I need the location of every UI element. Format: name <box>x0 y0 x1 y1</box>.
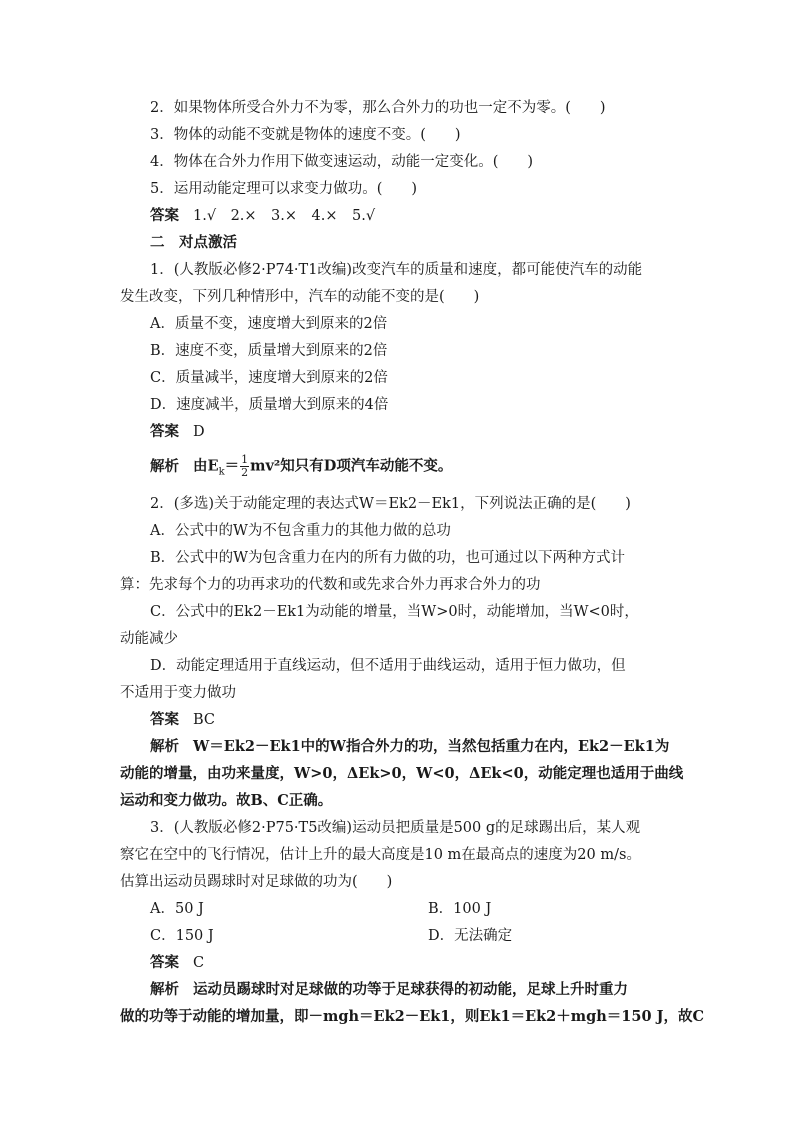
option-a: A．公式中的W为不包含重力的其他力做的总功 <box>150 523 451 539</box>
explanation-line-2: 做的功等于动能的增加量，即－mgh＝Ek2－Ek1，则Ek1＝Ek2＋mgh＝150 J，故C <box>120 1008 705 1025</box>
problem-1-line-2: 发生改变，下列几种情形中，汽车的动能不变的是( ) <box>120 289 480 305</box>
explanation-line-3: 运动和变力做功。故B、C正确。 <box>120 792 333 809</box>
option-d: D．速度减半，质量增大到原来的4倍 <box>150 397 389 413</box>
question-3: 3．物体的动能不变就是物体的速度不变。( ) <box>150 127 461 143</box>
options-row-1 <box>150 899 680 919</box>
option-a: A．50 J <box>150 901 204 917</box>
section-heading: 二 对点激活 <box>150 234 237 251</box>
option-d: D．无法确定 <box>428 928 513 944</box>
option-c: C．质量减半，速度增大到原来的2倍 <box>150 370 388 386</box>
option-b: B．速度不变，质量增大到原来的2倍 <box>150 343 388 359</box>
question-4: 4．物体在合外力作用下做变速运动，动能一定变化。( ) <box>150 154 534 170</box>
problem-3-line-1: 3．(人教版必修2·P75·T5改编)运动员把质量是500 g的足球踢出后，某人观 <box>150 820 641 836</box>
option-c-line-1: C．公式中的Ek2－Ek1为动能的增量，当W>0时，动能增加，当W<0时， <box>150 604 639 620</box>
option-c-line-2: 动能减少 <box>120 631 178 647</box>
explanation-block: 解析 W＝Ek2－Ek1中的W指合外力的功，当然包括重力在内，Ek2－Ek1为 <box>150 738 670 755</box>
option-b-line-2: 算：先求每个力的功再求功的代数和或先求合外力再求合外力的功 <box>120 577 541 593</box>
option-a: A．质量不变，速度增大到原来的2倍 <box>150 316 388 332</box>
explanation-block: 解析 运动员踢球时对足球做的功等于足球获得的初动能，足球上升时重力 <box>150 981 628 998</box>
question-2: 2．如果物体所受合外力不为零，那么合外力的功也一定不为零。( ) <box>150 100 606 116</box>
problem-3-line-2: 察它在空中的飞行情况，估计上升的最大高度是10 m在最高点的速度为20 m/s。 <box>120 847 641 863</box>
option-b-line-1: B．公式中的W为包含重力在内的所有力做的功，也可通过以下两种方式计 <box>150 550 626 566</box>
answer-block: 答案 BC <box>150 711 216 728</box>
option-c: C．150 J <box>150 928 214 944</box>
option-d-line-2: 不适用于变力做功 <box>120 685 236 701</box>
problem-3-line-3: 估算出运动员踢球时对足球做的功为( ) <box>120 874 393 890</box>
options-row-2 <box>150 926 680 946</box>
problem-2-line-1: 2．(多选)关于动能定理的表达式W＝Ek2－Ek1，下列说法正确的是( ) <box>150 496 631 512</box>
question-5: 5．运用动能定理可以求变力做功。( ) <box>150 181 418 197</box>
explanation-line-2: 动能的增量，由功来量度，W>0，ΔEk>0，W<0，ΔEk<0，动能定理也适用于曲线 <box>120 765 684 782</box>
answer-block: 答案 D <box>150 423 205 440</box>
explanation-block: 解析 由$E_k=$ $\frac{1}{2}$ mv²知只有D项汽车动能不变。 <box>150 453 453 479</box>
option-b: B．100 J <box>428 901 492 917</box>
fraction: $\frac{1}{2}$ <box>241 453 249 479</box>
answer-block: 答案 C <box>150 954 205 971</box>
problem-1-line-1: 1．(人教版必修2·P74·T1改编)改变汽车的质量和速度，都可能使汽车的动能 <box>150 262 643 278</box>
option-d-line-1: D．动能定理适用于直线运动，但不适用于曲线运动，适用于恒力做功，但 <box>150 658 626 674</box>
answer-block: 答案 1.√ 2.× 3.× 4.× 5.√ <box>150 207 376 224</box>
